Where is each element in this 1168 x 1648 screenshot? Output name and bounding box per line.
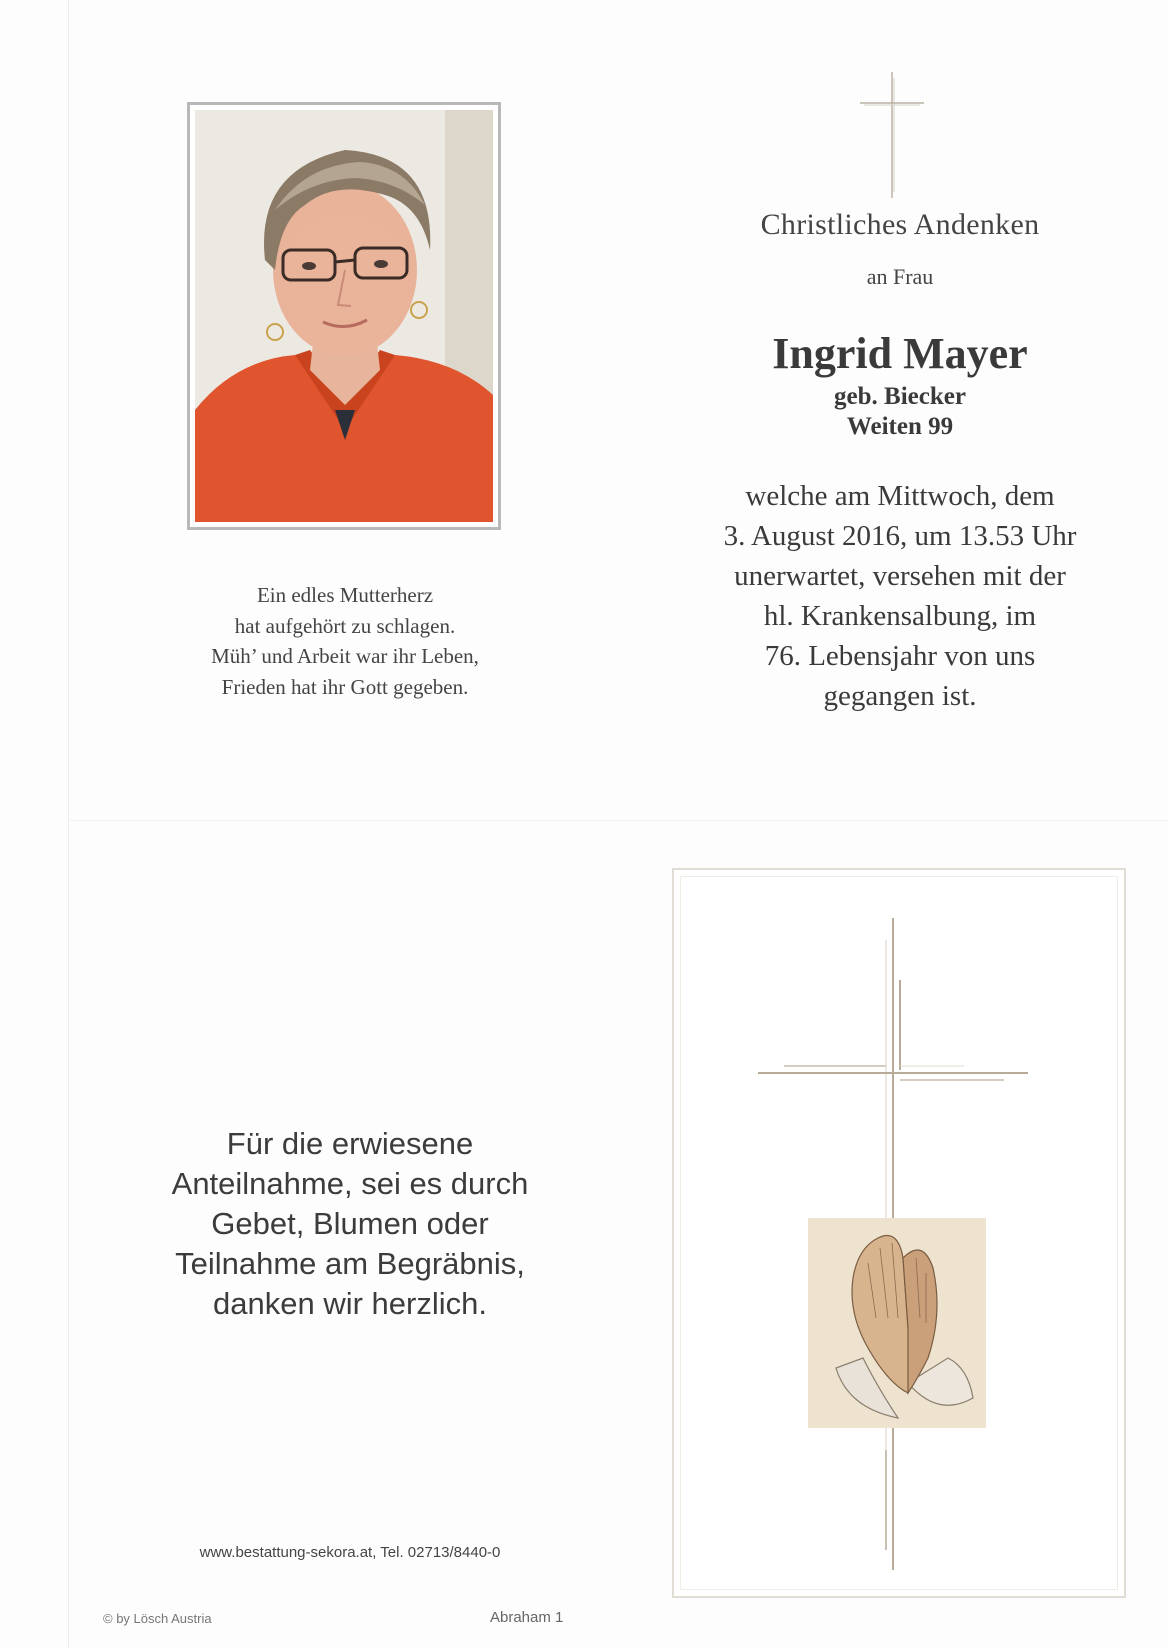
fold-line bbox=[70, 820, 1168, 821]
deceased-name: Ingrid Mayer bbox=[772, 329, 1028, 378]
praying-hands-image bbox=[808, 1218, 986, 1428]
announcement-line: 76. Lebensjahr von uns bbox=[764, 640, 1036, 672]
thanks-message bbox=[140, 1124, 560, 1324]
praying-hands-icon bbox=[808, 1218, 986, 1428]
death-announcement bbox=[670, 476, 1130, 716]
copyright-note: © by Lösch Austria bbox=[103, 1611, 212, 1626]
announcement-line: unerwartet, versehen mit der bbox=[734, 560, 1066, 592]
birth-name: geb. Biecker bbox=[834, 383, 966, 410]
thanks-line: Für die erwiesene bbox=[226, 1126, 474, 1161]
poem-line: Müh’ und Arbeit war ihr Leben, bbox=[211, 644, 479, 668]
announcement-line: welche am Mittwoch, dem bbox=[745, 480, 1055, 512]
poem-line: Frieden hat ihr Gott gegeben. bbox=[221, 674, 469, 699]
funeral-home-contact: www.bestattung-sekora.at, Tel. 02713/8440-0 bbox=[199, 1544, 501, 1561]
card-design-name: Abraham 1 bbox=[490, 1609, 564, 1626]
page-left-edge bbox=[68, 0, 69, 1648]
salutation: an Frau bbox=[866, 264, 934, 289]
thanks-line: Teilnahme am Begräbnis, bbox=[175, 1246, 525, 1281]
decorative-panel bbox=[672, 868, 1126, 1598]
cross-icon bbox=[860, 72, 924, 203]
portrait-frame bbox=[187, 102, 501, 530]
thanks-line: Gebet, Blumen oder bbox=[211, 1206, 489, 1241]
poem-line: Ein edles Mutterherz bbox=[256, 583, 434, 607]
memorial-poem bbox=[170, 580, 520, 702]
deceased-address: Weiten 99 bbox=[846, 413, 954, 440]
announcement-line: 3. August 2016, um 13.53 Uhr bbox=[723, 520, 1077, 552]
card-heading: Christliches Andenken bbox=[760, 208, 1040, 241]
portrait-photo bbox=[195, 110, 493, 522]
poem-line: hat aufgehört zu schlagen. bbox=[234, 613, 456, 638]
thanks-line: Anteilnahme, sei es durch bbox=[171, 1166, 529, 1201]
announcement-line: gegangen ist. bbox=[823, 680, 977, 712]
announcement-line: hl. Krankensalbung, im bbox=[763, 600, 1037, 632]
thanks-line: danken wir herzlich. bbox=[213, 1286, 487, 1321]
